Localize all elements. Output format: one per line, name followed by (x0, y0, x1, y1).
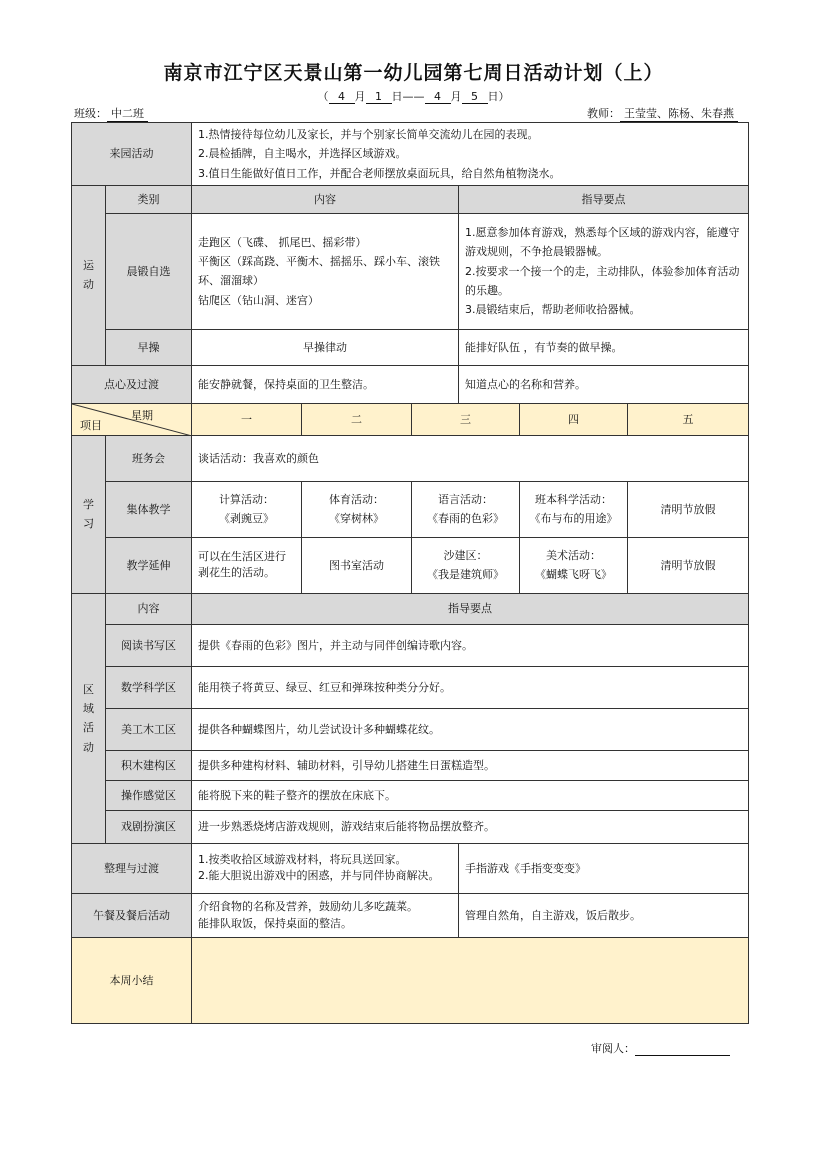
ext-cell (192, 537, 302, 593)
area-guide: 提供各种蝴蝶图片，幼儿尝试设计多种蝴蝶花纹。 (192, 708, 749, 750)
morning-guide-item: 1.愿意参加体育游戏，熟悉每个区域的游戏内容，能遵守游戏规则，不争抢晨锻器械。 (465, 226, 740, 259)
group-line: 《穿树林》 (329, 512, 384, 526)
transition-content (192, 843, 459, 893)
week-diagonal-header (72, 403, 192, 435)
sport-label-text: 运 动 (83, 259, 94, 292)
reviewer-signature-line[interactable] (635, 1043, 730, 1056)
teacher-label: 教师： (587, 107, 620, 120)
area-row (72, 666, 749, 708)
teacher-value: 王莹莹、陈杨、朱春燕 (620, 105, 738, 122)
area-guide: 能用筷子将黄豆、绿豆、红豆和弹珠按种类分分好。 (192, 666, 749, 708)
area-row (72, 810, 749, 843)
area-header-row (72, 593, 749, 624)
morning-label: 晨锻自选 (106, 213, 192, 329)
talk-row (72, 435, 749, 481)
day-header: 五 (628, 403, 749, 435)
reviewer-label: 审阅人： (591, 1042, 635, 1055)
morning-guide (459, 213, 749, 329)
ext-cell (302, 537, 412, 593)
teacher-info (587, 105, 738, 122)
area-label (72, 593, 106, 843)
summary-content[interactable] (192, 937, 749, 1023)
ext-cell (628, 537, 749, 593)
ext-line: 《我是建筑师》 (427, 568, 504, 582)
start-month: 4 (329, 90, 355, 104)
learning-label (72, 435, 106, 593)
group-line: 《剥豌豆》 (219, 512, 274, 526)
lunch-row (72, 893, 749, 937)
sport-col-guide: 指导要点 (459, 185, 749, 213)
end-day: 5 (462, 90, 488, 104)
sport-header-row (72, 185, 749, 213)
morning-content-item: 钻爬区（钻山洞、迷宫） (198, 293, 319, 307)
area-row (72, 780, 749, 810)
lunch-item: 能排队取饭，保持桌面的整洁。 (198, 917, 352, 931)
morning-row (72, 213, 749, 329)
snack-content: 能安静就餐，保持桌面的卫生整洁。 (192, 365, 459, 403)
extension-row (72, 537, 749, 593)
area-row (72, 708, 749, 750)
class-label: 班级： (74, 107, 107, 120)
transition-guide: 手指游戏《手指变变变》 (459, 843, 749, 893)
group-cell (520, 481, 628, 537)
sport-col-type: 类别 (106, 185, 192, 213)
ext-label: 教学延伸 (106, 537, 192, 593)
class-value: 中二班 (107, 105, 148, 122)
area-row (72, 624, 749, 666)
date-dash: —— (402, 90, 425, 103)
group-line: 《春雨的色彩》 (427, 512, 504, 526)
arrival-content (192, 123, 749, 186)
end-month: 4 (425, 90, 451, 104)
ext-line: 清明节放假 (660, 558, 716, 572)
sport-label (72, 185, 106, 365)
morning-content-item: 平衡区（踩高跷、平衡木、摇摇乐、踩小车、滚铁环、溜溜球） (198, 255, 440, 288)
ext-line: 《蝴蝶飞呀飞》 (535, 568, 612, 582)
exercise-row (72, 329, 749, 365)
area-name: 戏剧扮演区 (106, 810, 192, 843)
ext-line: 图书室活动 (329, 558, 384, 572)
area-name: 美工木工区 (106, 708, 192, 750)
group-label: 集体教学 (106, 481, 192, 537)
sport-col-content: 内容 (192, 185, 459, 213)
group-line: 计算活动： (219, 493, 274, 506)
morning-guide-item: 3.晨锻结束后，帮助老师收拾器械。 (465, 303, 641, 317)
area-col-content: 内容 (106, 593, 192, 624)
arrival-label: 来园活动 (72, 123, 192, 186)
talk-content: 谈话活动：我喜欢的颜色 (192, 435, 749, 481)
week-header-top: 星期 (131, 408, 153, 422)
reviewer-field (591, 1040, 730, 1056)
arrival-item: 1.热情接待每位幼儿及家长，并与个别家长简单交流幼儿在园的表现。 (198, 128, 539, 141)
group-cell (192, 481, 302, 537)
ext-line: 沙建区： (443, 549, 488, 562)
transition-item: 2.能大胆说出游戏中的困惑，并与同伴协商解决。 (198, 869, 440, 883)
lunch-guide: 管理自然角，自主游戏，饭后散步。 (459, 893, 749, 937)
morning-content (192, 213, 459, 329)
area-name: 阅读书写区 (106, 624, 192, 666)
exercise-guide: 能排好队伍 ，有节奏的做早操。 (459, 329, 749, 365)
learning-label-text: 学 习 (83, 498, 94, 531)
area-guide: 进一步熟悉烧烤店游戏规则，游戏结束后能将物品摆放整齐。 (192, 810, 749, 843)
arrival-row (72, 123, 749, 186)
ext-cell (520, 537, 628, 593)
month-label: 月 (354, 90, 366, 103)
summary-label: 本周小结 (72, 937, 192, 1023)
lunch-item: 介绍食物的名称及营养，鼓励幼儿多吃蔬菜。 (198, 899, 418, 913)
transition-label: 整理与过渡 (72, 843, 192, 893)
week-header-row (72, 403, 749, 435)
group-line: 体育活动： (329, 493, 384, 506)
week-header-bottom: 项目 (80, 418, 102, 432)
area-label-text: 区 域 活 动 (83, 682, 94, 754)
talk-label: 班务会 (106, 435, 192, 481)
exercise-label: 早操 (106, 329, 192, 365)
snack-guide: 知道点心的名称和营养。 (459, 365, 749, 403)
plan-table (71, 122, 749, 1024)
lunch-label: 午餐及餐后活动 (72, 893, 192, 937)
area-guide: 能将脱下来的鞋子整齐的摆放在床底下。 (192, 780, 749, 810)
snack-row (72, 365, 749, 403)
day-header: 一 (192, 403, 302, 435)
arrival-item: 3.值日生能做好值日工作，并配合老师摆放桌面玩具，给自然角植物浇水。 (198, 166, 561, 180)
ext-line: 可以在生活区进行剥花生的活动。 (198, 549, 286, 580)
exercise-content: 早操律动 (192, 329, 459, 365)
morning-content-item: 走跑区（飞碟、 抓尾巴、摇彩带） (198, 235, 367, 249)
page-title: 南京市江宁区天景山第一幼儿园第七周日活动计划（上） (163, 62, 664, 84)
area-guide: 提供《春雨的色彩》图片，并主动与同伴创编诗歌内容。 (192, 624, 749, 666)
group-line: 班本科学活动： (535, 493, 612, 506)
date-open: （ (317, 90, 329, 103)
area-guide: 提供多种建构材料、辅助材料，引导幼儿搭建生日蛋糕造型。 (192, 750, 749, 780)
date-range (0, 88, 827, 104)
transition-row (72, 843, 749, 893)
morning-guide-item: 2.按要求一个接一个的走，主动排队，体验参加体育活动的乐趣。 (465, 264, 740, 297)
start-day: 1 (366, 90, 392, 104)
summary-row (72, 937, 749, 1023)
day-label: 日） (487, 90, 510, 103)
group-line: 《布与布的用途》 (529, 512, 618, 526)
area-name: 积木建构区 (106, 750, 192, 780)
snack-label: 点心及过渡 (72, 365, 192, 403)
day-header: 二 (302, 403, 412, 435)
day-header: 四 (520, 403, 628, 435)
arrival-item: 2.晨检插牌，自主喝水，并选择区域游戏。 (198, 147, 407, 161)
group-line: 语言活动： (438, 493, 493, 506)
group-line: 清明节放假 (660, 502, 716, 516)
group-row (72, 481, 749, 537)
group-cell (302, 481, 412, 537)
month-label: 月 (450, 90, 462, 103)
ext-cell (412, 537, 520, 593)
area-name: 操作感觉区 (106, 780, 192, 810)
class-info (74, 105, 148, 122)
area-row (72, 750, 749, 780)
lunch-content (192, 893, 459, 937)
day-header: 三 (412, 403, 520, 435)
ext-line: 美术活动： (546, 549, 601, 562)
day-label: 日 (391, 90, 403, 103)
area-name: 数学科学区 (106, 666, 192, 708)
group-cell (412, 481, 520, 537)
area-col-guide: 指导要点 (192, 593, 749, 624)
transition-item: 1.按类收拾区域游戏材料，将玩具送回家。 (198, 852, 407, 866)
group-cell (628, 481, 749, 537)
